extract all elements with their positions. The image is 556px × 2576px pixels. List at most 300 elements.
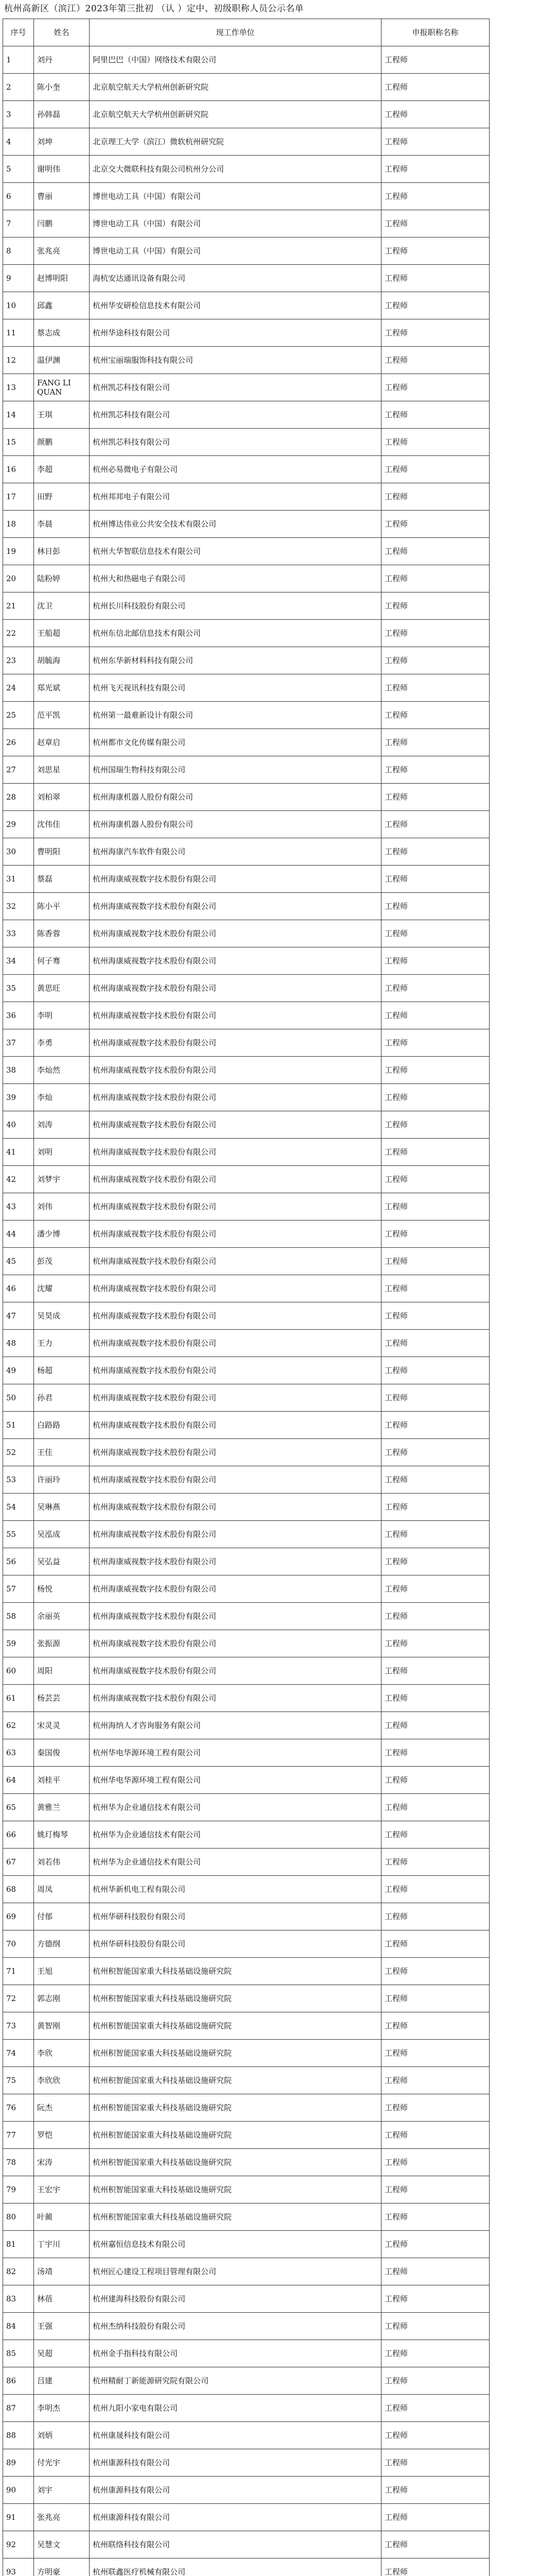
cell-title: 工程师 bbox=[381, 483, 490, 511]
cell-unit: 杭州海康威视数字技术股份有限公司 bbox=[90, 866, 381, 893]
table-row bbox=[3, 647, 490, 674]
cell-title: 工程师 bbox=[381, 1821, 490, 1849]
table-row bbox=[3, 1849, 490, 1876]
cell-seq: 71 bbox=[3, 1958, 34, 1985]
cell-seq: 48 bbox=[3, 1330, 34, 1357]
table-row bbox=[3, 1657, 490, 1685]
cell-seq: 83 bbox=[3, 2285, 34, 2313]
table-row bbox=[3, 1466, 490, 1494]
cell-name: 孙君 bbox=[34, 1384, 90, 1412]
cell-title: 工程师 bbox=[381, 866, 490, 893]
cell-name: 李欣欣 bbox=[34, 2067, 90, 2094]
cell-name: 刘坤 bbox=[34, 128, 90, 156]
cell-name: 刘柏翠 bbox=[34, 784, 90, 811]
cell-title: 工程师 bbox=[381, 183, 490, 210]
cell-title: 工程师 bbox=[381, 1685, 490, 1712]
cell-unit: 杭州东信北邮信息技术有限公司 bbox=[90, 620, 381, 647]
cell-title: 工程师 bbox=[381, 210, 490, 238]
cell-title: 工程师 bbox=[381, 128, 490, 156]
cell-seq: 17 bbox=[3, 483, 34, 511]
table-row bbox=[3, 784, 490, 811]
table-row bbox=[3, 429, 490, 456]
cell-name: 吴昊成 bbox=[34, 1302, 90, 1330]
cell-name: 潘少博 bbox=[34, 1221, 90, 1248]
cell-name: 刘伟 bbox=[34, 1193, 90, 1221]
table-row bbox=[3, 2449, 490, 2477]
cell-seq: 37 bbox=[3, 1029, 34, 1057]
table-row bbox=[3, 2558, 490, 2576]
cell-name: 温伊渊 bbox=[34, 347, 90, 374]
cell-title: 工程师 bbox=[381, 1739, 490, 1767]
cell-title: 工程师 bbox=[381, 2531, 490, 2558]
cell-title: 工程师 bbox=[381, 1657, 490, 1685]
cell-title: 工程师 bbox=[381, 620, 490, 647]
cell-unit: 杭州大华智联信息技术有限公司 bbox=[90, 538, 381, 565]
cell-name: 白路路 bbox=[34, 1412, 90, 1439]
cell-seq: 11 bbox=[3, 319, 34, 347]
cell-unit: 北京理工大学（滨江）微软杭州研究院 bbox=[90, 128, 381, 156]
cell-unit: 杭州积智能国家重大科技基础设施研究院 bbox=[90, 2122, 381, 2149]
cell-seq: 42 bbox=[3, 1166, 34, 1193]
cell-name: 阮杰 bbox=[34, 2094, 90, 2122]
table-row bbox=[3, 1330, 490, 1357]
table-row bbox=[3, 811, 490, 838]
cell-unit: 杭州博达伟业公共安全技术有限公司 bbox=[90, 511, 381, 538]
cell-seq: 7 bbox=[3, 210, 34, 238]
cell-unit: 杭州海康威视数字技术股份有限公司 bbox=[90, 1166, 381, 1193]
table-row bbox=[3, 2176, 490, 2204]
table-row bbox=[3, 620, 490, 647]
cell-unit: 杭州华安研检信息技术有限公司 bbox=[90, 292, 381, 319]
cell-seq: 41 bbox=[3, 1139, 34, 1166]
cell-name: 黄思旺 bbox=[34, 975, 90, 1002]
cell-seq: 59 bbox=[3, 1630, 34, 1657]
cell-title: 工程师 bbox=[381, 1712, 490, 1739]
cell-title: 工程师 bbox=[381, 565, 490, 592]
table-row bbox=[3, 401, 490, 429]
table-row bbox=[3, 1521, 490, 1548]
cell-title: 工程师 bbox=[381, 647, 490, 674]
cell-title: 工程师 bbox=[381, 1876, 490, 1903]
header-name: 姓名 bbox=[34, 19, 90, 46]
cell-seq: 40 bbox=[3, 1111, 34, 1139]
cell-seq: 58 bbox=[3, 1603, 34, 1630]
cell-name: 彭茂 bbox=[34, 1248, 90, 1275]
cell-name: 王力 bbox=[34, 1330, 90, 1357]
table-row bbox=[3, 456, 490, 483]
roster-table bbox=[3, 19, 490, 2576]
cell-unit: 杭州海康威视数字技术股份有限公司 bbox=[90, 1248, 381, 1275]
cell-name: 吕建 bbox=[34, 2367, 90, 2395]
cell-unit: 杭州海康威视数字技术股份有限公司 bbox=[90, 1575, 381, 1603]
cell-name: 蔡磊 bbox=[34, 866, 90, 893]
cell-name: 何子骞 bbox=[34, 947, 90, 975]
cell-name: 李晨 bbox=[34, 511, 90, 538]
cell-name: 沈伟佳 bbox=[34, 811, 90, 838]
cell-unit: 杭州海康威视数字技术股份有限公司 bbox=[90, 1302, 381, 1330]
table-row bbox=[3, 2258, 490, 2285]
table-row bbox=[3, 1930, 490, 1958]
table-row bbox=[3, 1221, 490, 1248]
cell-seq: 39 bbox=[3, 1084, 34, 1111]
table-row bbox=[3, 2122, 490, 2149]
cell-seq: 33 bbox=[3, 920, 34, 947]
cell-name: 刘梦宇 bbox=[34, 1166, 90, 1193]
cell-title: 工程师 bbox=[381, 1111, 490, 1139]
table-row bbox=[3, 1903, 490, 1930]
cell-unit: 杭州都市文化传媒有限公司 bbox=[90, 729, 381, 756]
cell-name: 曹明阳 bbox=[34, 838, 90, 866]
cell-name: 罗恺 bbox=[34, 2122, 90, 2149]
cell-name: 杨芸芸 bbox=[34, 1685, 90, 1712]
table-row bbox=[3, 1084, 490, 1111]
table-row bbox=[3, 2149, 490, 2176]
cell-seq: 78 bbox=[3, 2149, 34, 2176]
cell-seq: 50 bbox=[3, 1384, 34, 1412]
cell-unit: 杭州海康威视数字技术股份有限公司 bbox=[90, 1439, 381, 1466]
cell-unit: 杭州海康威视数字技术股份有限公司 bbox=[90, 1111, 381, 1139]
cell-name: 汤靖 bbox=[34, 2258, 90, 2285]
cell-unit: 杭州国瑞生物科技有限公司 bbox=[90, 756, 381, 784]
cell-name: 宋灵灵 bbox=[34, 1712, 90, 1739]
cell-unit: 杭州康源科技有限公司 bbox=[90, 2449, 381, 2477]
cell-seq: 72 bbox=[3, 1985, 34, 2012]
table-row bbox=[3, 1712, 490, 1739]
cell-unit: 杭州华研科技股份有限公司 bbox=[90, 1903, 381, 1930]
table-row bbox=[3, 1794, 490, 1821]
table-row bbox=[3, 265, 490, 292]
cell-unit: 杭州积智能国家重大科技基础设施研究院 bbox=[90, 2204, 381, 2231]
cell-title: 工程师 bbox=[381, 1466, 490, 1494]
table-row bbox=[3, 1057, 490, 1084]
cell-title: 工程师 bbox=[381, 2422, 490, 2449]
cell-title: 工程师 bbox=[381, 2258, 490, 2285]
cell-seq: 8 bbox=[3, 238, 34, 265]
cell-title: 工程师 bbox=[381, 1767, 490, 1794]
cell-name: 曹丽 bbox=[34, 183, 90, 210]
table-row bbox=[3, 347, 490, 374]
cell-title: 工程师 bbox=[381, 702, 490, 729]
table-row bbox=[3, 1685, 490, 1712]
cell-title: 工程师 bbox=[381, 811, 490, 838]
cell-unit: 杭州华为企业通信技术有限公司 bbox=[90, 1821, 381, 1849]
cell-name: 余丽英 bbox=[34, 1603, 90, 1630]
cell-name: 沈耀 bbox=[34, 1275, 90, 1302]
cell-title: 工程师 bbox=[381, 1849, 490, 1876]
table-row bbox=[3, 592, 490, 620]
cell-name: 李明杰 bbox=[34, 2395, 90, 2422]
cell-unit: 杭州积智能国家重大科技基础设施研究院 bbox=[90, 2149, 381, 2176]
table-row bbox=[3, 1739, 490, 1767]
cell-unit: 杭州联鑫医疗机械有限公司 bbox=[90, 2558, 381, 2576]
cell-seq: 15 bbox=[3, 429, 34, 456]
cell-unit: 杭州海康威视数字技术股份有限公司 bbox=[90, 1057, 381, 1084]
cell-unit: 杭州积智能国家重大科技基础设施研究院 bbox=[90, 1985, 381, 2012]
table-row bbox=[3, 238, 490, 265]
header-unit: 现工作单位 bbox=[90, 19, 381, 46]
cell-title: 工程师 bbox=[381, 975, 490, 1002]
cell-title: 工程师 bbox=[381, 456, 490, 483]
cell-seq: 91 bbox=[3, 2504, 34, 2531]
cell-seq: 35 bbox=[3, 975, 34, 1002]
cell-title: 工程师 bbox=[381, 292, 490, 319]
cell-seq: 13 bbox=[3, 374, 34, 401]
cell-unit: 杭州海康威视数字技术股份有限公司 bbox=[90, 1330, 381, 1357]
cell-title: 工程师 bbox=[381, 2313, 490, 2340]
table-row bbox=[3, 183, 490, 210]
cell-seq: 46 bbox=[3, 1275, 34, 1302]
table-row bbox=[3, 1302, 490, 1330]
cell-title: 工程师 bbox=[381, 1193, 490, 1221]
table-row bbox=[3, 2422, 490, 2449]
cell-unit: 阿里巴巴（中国）网络技术有限公司 bbox=[90, 46, 381, 74]
cell-unit: 杭州飞天视讯科技有限公司 bbox=[90, 674, 381, 702]
cell-name: 刘宇 bbox=[34, 2477, 90, 2504]
table-row bbox=[3, 511, 490, 538]
cell-title: 工程师 bbox=[381, 1357, 490, 1384]
cell-seq: 23 bbox=[3, 647, 34, 674]
cell-seq: 76 bbox=[3, 2094, 34, 2122]
cell-title: 工程师 bbox=[381, 2395, 490, 2422]
cell-title: 工程师 bbox=[381, 2340, 490, 2367]
cell-unit: 杭州大和热磁电子有限公司 bbox=[90, 565, 381, 592]
cell-seq: 81 bbox=[3, 2231, 34, 2258]
cell-seq: 63 bbox=[3, 1739, 34, 1767]
cell-unit: 杭州海康威视数字技术股份有限公司 bbox=[90, 1221, 381, 1248]
cell-title: 工程师 bbox=[381, 756, 490, 784]
cell-seq: 74 bbox=[3, 2040, 34, 2067]
cell-unit: 杭州第一最难新设计有限公司 bbox=[90, 702, 381, 729]
cell-title: 工程师 bbox=[381, 74, 490, 101]
cell-seq: 90 bbox=[3, 2477, 34, 2504]
cell-title: 工程师 bbox=[381, 729, 490, 756]
cell-name: 姚玎梅琴 bbox=[34, 1821, 90, 1849]
table-row bbox=[3, 1412, 490, 1439]
cell-name: 吴泓成 bbox=[34, 1521, 90, 1548]
table-row bbox=[3, 483, 490, 511]
cell-unit: 杭州海康威视数字技术股份有限公司 bbox=[90, 1029, 381, 1057]
cell-seq: 77 bbox=[3, 2122, 34, 2149]
table-row bbox=[3, 1575, 490, 1603]
table-row bbox=[3, 2204, 490, 2231]
cell-name: 刘炳 bbox=[34, 2422, 90, 2449]
cell-name: 方明豪 bbox=[34, 2558, 90, 2576]
cell-title: 工程师 bbox=[381, 592, 490, 620]
cell-unit: 杭州积智能国家重大科技基础设施研究院 bbox=[90, 1958, 381, 1985]
cell-title: 工程师 bbox=[381, 2176, 490, 2204]
cell-name: 沈卫 bbox=[34, 592, 90, 620]
cell-title: 工程师 bbox=[381, 319, 490, 347]
table-row bbox=[3, 2094, 490, 2122]
cell-seq: 45 bbox=[3, 1248, 34, 1275]
cell-name: 陈小平 bbox=[34, 893, 90, 920]
cell-name: 郑光斌 bbox=[34, 674, 90, 702]
cell-unit: 杭州海康威视数字技术股份有限公司 bbox=[90, 947, 381, 975]
cell-title: 工程师 bbox=[381, 374, 490, 401]
cell-name: 刘桂平 bbox=[34, 1767, 90, 1794]
cell-name: 付光宇 bbox=[34, 2449, 90, 2477]
cell-title: 工程师 bbox=[381, 1221, 490, 1248]
cell-unit: 杭州凯芯科技有限公司 bbox=[90, 374, 381, 401]
cell-seq: 75 bbox=[3, 2067, 34, 2094]
table-row bbox=[3, 1630, 490, 1657]
cell-seq: 4 bbox=[3, 128, 34, 156]
cell-name: 田野 bbox=[34, 483, 90, 511]
cell-title: 工程师 bbox=[381, 538, 490, 565]
cell-seq: 87 bbox=[3, 2395, 34, 2422]
cell-unit: 杭州积智能国家重大科技基础设施研究院 bbox=[90, 2012, 381, 2040]
cell-unit: 杭州海康威视数字技术股份有限公司 bbox=[90, 920, 381, 947]
cell-seq: 18 bbox=[3, 511, 34, 538]
cell-unit: 杭州海康威视数字技术股份有限公司 bbox=[90, 1685, 381, 1712]
table-row bbox=[3, 210, 490, 238]
cell-seq: 67 bbox=[3, 1849, 34, 1876]
cell-seq: 85 bbox=[3, 2340, 34, 2367]
cell-seq: 56 bbox=[3, 1548, 34, 1575]
cell-unit: 杭州积智能国家重大科技基础设施研究院 bbox=[90, 2176, 381, 2204]
table-row bbox=[3, 319, 490, 347]
cell-unit: 杭州华电华源环境工程有限公司 bbox=[90, 1767, 381, 1794]
table-row bbox=[3, 756, 490, 784]
cell-seq: 57 bbox=[3, 1575, 34, 1603]
cell-seq: 22 bbox=[3, 620, 34, 647]
cell-name: 许丽玲 bbox=[34, 1466, 90, 1494]
cell-seq: 70 bbox=[3, 1930, 34, 1958]
cell-title: 工程师 bbox=[381, 401, 490, 429]
cell-title: 工程师 bbox=[381, 101, 490, 128]
cell-unit: 杭州华研科技股份有限公司 bbox=[90, 1930, 381, 1958]
cell-seq: 26 bbox=[3, 729, 34, 756]
cell-seq: 73 bbox=[3, 2012, 34, 2040]
cell-name: 范平凯 bbox=[34, 702, 90, 729]
cell-unit: 杭州宝丽瑞服饰科技有限公司 bbox=[90, 347, 381, 374]
cell-name: 王旭 bbox=[34, 1958, 90, 1985]
table-row bbox=[3, 128, 490, 156]
cell-title: 工程师 bbox=[381, 1958, 490, 1985]
cell-name: 方德纲 bbox=[34, 1930, 90, 1958]
cell-unit: 杭州海康威视数字技术股份有限公司 bbox=[90, 1412, 381, 1439]
cell-title: 工程师 bbox=[381, 1494, 490, 1521]
cell-seq: 28 bbox=[3, 784, 34, 811]
cell-seq: 9 bbox=[3, 265, 34, 292]
cell-title: 工程师 bbox=[381, 1521, 490, 1548]
cell-unit: 杭州凯芯科技有限公司 bbox=[90, 401, 381, 429]
cell-seq: 36 bbox=[3, 1002, 34, 1029]
table-row bbox=[3, 2367, 490, 2395]
cell-unit: 杭州九阳小家电有限公司 bbox=[90, 2395, 381, 2422]
table-row bbox=[3, 101, 490, 128]
cell-name: 王宏宇 bbox=[34, 2176, 90, 2204]
table-header-row bbox=[3, 19, 490, 46]
cell-seq: 89 bbox=[3, 2449, 34, 2477]
cell-unit: 杭州海康威视数字技术股份有限公司 bbox=[90, 893, 381, 920]
cell-title: 工程师 bbox=[381, 1575, 490, 1603]
cell-seq: 32 bbox=[3, 893, 34, 920]
cell-name: 李欣 bbox=[34, 2040, 90, 2067]
cell-title: 工程师 bbox=[381, 265, 490, 292]
cell-seq: 47 bbox=[3, 1302, 34, 1330]
cell-unit: 杭州东华新材料科技有限公司 bbox=[90, 647, 381, 674]
cell-title: 工程师 bbox=[381, 920, 490, 947]
table-row bbox=[3, 1821, 490, 1849]
table-row bbox=[3, 1166, 490, 1193]
cell-unit: 杭州海康威视数字技术股份有限公司 bbox=[90, 1384, 381, 1412]
table-row bbox=[3, 46, 490, 74]
cell-unit: 杭州海康威视数字技术股份有限公司 bbox=[90, 1630, 381, 1657]
cell-name: 黄雅兰 bbox=[34, 1794, 90, 1821]
cell-name: 杨超 bbox=[34, 1357, 90, 1384]
cell-title: 工程师 bbox=[381, 2449, 490, 2477]
table-row bbox=[3, 2285, 490, 2313]
cell-unit: 杭州海康威视数字技术股份有限公司 bbox=[90, 1494, 381, 1521]
cell-title: 工程师 bbox=[381, 1439, 490, 1466]
cell-unit: 杭州华为企业通信技术有限公司 bbox=[90, 1794, 381, 1821]
cell-name: 颜鹏 bbox=[34, 429, 90, 456]
table-row bbox=[3, 292, 490, 319]
cell-title: 工程师 bbox=[381, 1084, 490, 1111]
cell-unit: 杭州海纳人才咨询服务有限公司 bbox=[90, 1712, 381, 1739]
table-row bbox=[3, 156, 490, 183]
cell-unit: 杭州海康威视数字技术股份有限公司 bbox=[90, 1139, 381, 1166]
table-row bbox=[3, 1248, 490, 1275]
cell-name: 宋涛 bbox=[34, 2149, 90, 2176]
cell-title: 工程师 bbox=[381, 1139, 490, 1166]
cell-seq: 66 bbox=[3, 1821, 34, 1849]
cell-name: 周阳 bbox=[34, 1657, 90, 1685]
cell-name: 刘涛 bbox=[34, 1111, 90, 1139]
cell-title: 工程师 bbox=[381, 1302, 490, 1330]
table-row bbox=[3, 2531, 490, 2558]
cell-seq: 20 bbox=[3, 565, 34, 592]
cell-name: 刘丹 bbox=[34, 46, 90, 74]
header-seq: 序号 bbox=[3, 19, 34, 46]
cell-seq: 64 bbox=[3, 1767, 34, 1794]
table-row bbox=[3, 2067, 490, 2094]
cell-name: 王船超 bbox=[34, 620, 90, 647]
cell-name: 李灿 bbox=[34, 1084, 90, 1111]
table-row bbox=[3, 374, 490, 401]
cell-title: 工程师 bbox=[381, 1248, 490, 1275]
cell-unit: 杭州华途科技有限公司 bbox=[90, 319, 381, 347]
cell-seq: 43 bbox=[3, 1193, 34, 1221]
cell-title: 工程师 bbox=[381, 1057, 490, 1084]
table-row bbox=[3, 975, 490, 1002]
table-row bbox=[3, 2395, 490, 2422]
cell-name: 周凤 bbox=[34, 1876, 90, 1903]
cell-seq: 69 bbox=[3, 1903, 34, 1930]
table-row bbox=[3, 1439, 490, 1466]
cell-name: FANG LI QUAN bbox=[34, 374, 90, 401]
cell-seq: 29 bbox=[3, 811, 34, 838]
table-row bbox=[3, 674, 490, 702]
cell-unit: 博世电动工具（中国）有限公司 bbox=[90, 183, 381, 210]
cell-unit: 杭州长川科技股份有限公司 bbox=[90, 592, 381, 620]
cell-title: 工程师 bbox=[381, 2231, 490, 2258]
cell-seq: 44 bbox=[3, 1221, 34, 1248]
cell-name: 张兆亮 bbox=[34, 238, 90, 265]
cell-seq: 21 bbox=[3, 592, 34, 620]
table-row bbox=[3, 893, 490, 920]
cell-name: 郭志刚 bbox=[34, 1985, 90, 2012]
cell-seq: 14 bbox=[3, 401, 34, 429]
cell-seq: 52 bbox=[3, 1439, 34, 1466]
cell-unit: 北京航空航天大学杭州创新研究院 bbox=[90, 74, 381, 101]
cell-title: 工程师 bbox=[381, 511, 490, 538]
cell-title: 工程师 bbox=[381, 2149, 490, 2176]
cell-unit: 杭州华新机电工程有限公司 bbox=[90, 1876, 381, 1903]
cell-title: 工程师 bbox=[381, 2012, 490, 2040]
cell-seq: 61 bbox=[3, 1685, 34, 1712]
